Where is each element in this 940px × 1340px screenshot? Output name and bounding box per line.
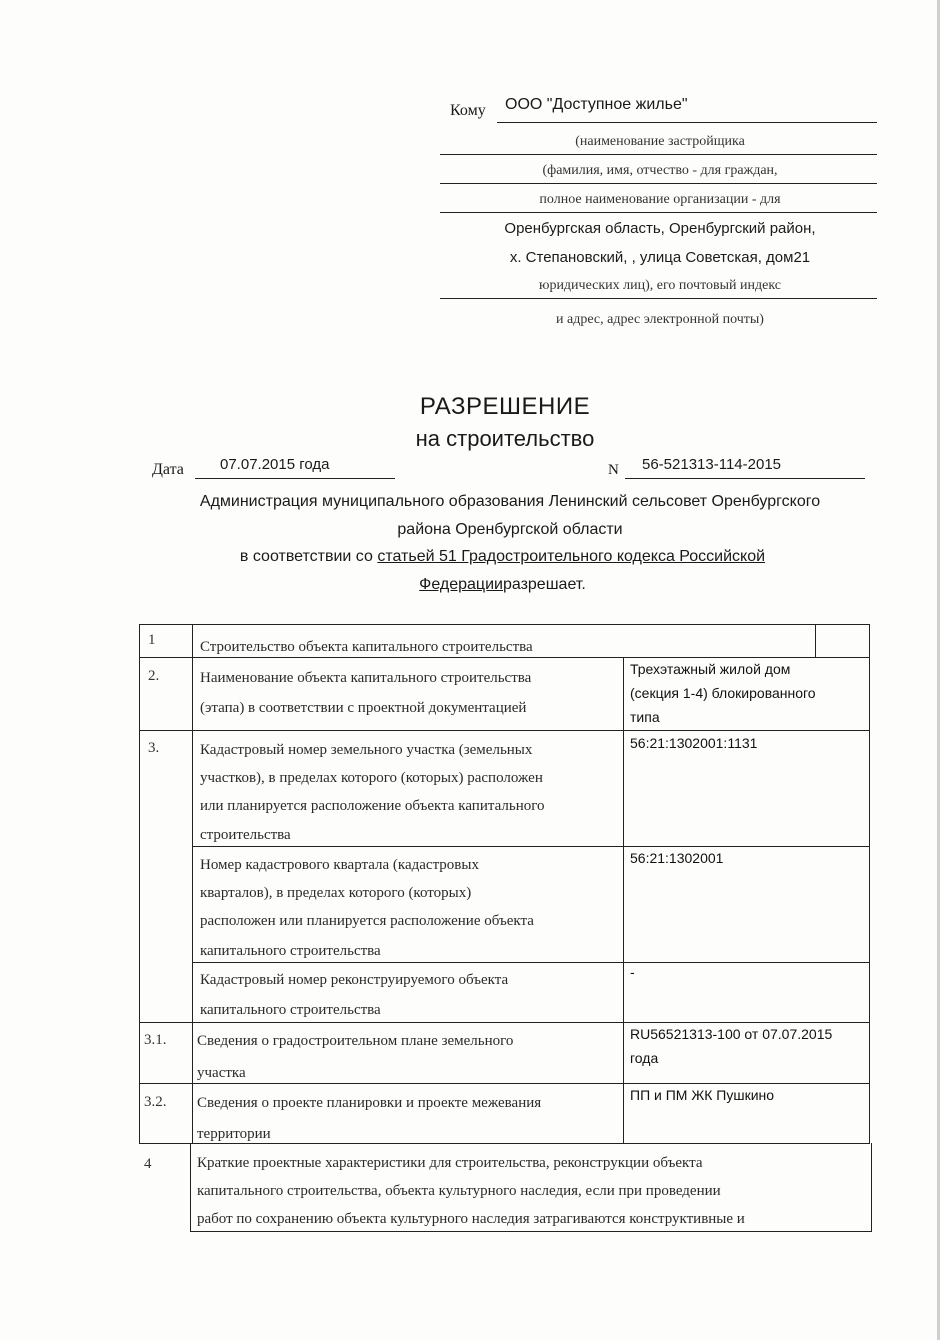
table-col-divider: [192, 624, 193, 1143]
recipient-line-3: [440, 183, 877, 184]
table-border-left: [139, 624, 140, 1143]
recipient-line-5: [440, 298, 877, 299]
recipient-hint-1: (наименование застройщика: [575, 134, 745, 149]
date-value: 07.07.2015 года: [220, 456, 330, 473]
row-text: строительства: [200, 827, 291, 843]
row-number: 2.: [148, 668, 160, 684]
date-label: Дата: [152, 461, 184, 478]
authority-line-2: района Оренбургской области: [397, 521, 623, 538]
row-text: кварталов), в пределах которого (которых): [200, 885, 472, 901]
recipient-hint-4: юридических лиц), его почтовый индекс: [538, 278, 782, 293]
table-col-divider: [623, 657, 624, 1143]
row-text: капитального строительства: [200, 943, 381, 959]
table-col-divider: [815, 624, 816, 657]
legal-basis-line-1: [100, 548, 905, 566]
date-line: [195, 478, 395, 479]
document-title: РАЗРЕШЕНИЕ: [419, 393, 591, 420]
legal-basis-line-2: [100, 576, 905, 594]
row-text: Сведения о градостроительном плане земельного: [197, 1033, 514, 1049]
row-text: капитального строительства: [200, 1002, 381, 1018]
table-col-divider: [190, 1143, 191, 1231]
row-text: или планируется расположение объекта капитального: [200, 798, 545, 814]
recipient-line-4: [440, 212, 877, 213]
row-text: участков), в пределах которого (которых) расположен: [200, 770, 543, 786]
row-text: Краткие проектные характеристики для строительства, реконструкции объекта: [197, 1155, 703, 1171]
row-text: Кадастровый номер земельного участка (земельных: [200, 742, 533, 758]
row-number: 3.1.: [144, 1032, 167, 1048]
row-value: года: [630, 1050, 659, 1066]
row-text: Кадастровый номер реконструируемого объекта: [200, 972, 509, 988]
recipient-label: Кому: [450, 102, 486, 119]
row-text: работ по сохранению объекта культурного наследия затрагиваются конструктивные и: [197, 1211, 745, 1227]
row-value: 56:21:1302001: [630, 850, 724, 866]
recipient-hint-3: полное наименование организации - для: [539, 192, 781, 207]
row-number: 3.2.: [144, 1094, 167, 1110]
row-value: ПП и ПМ ЖК Пушкино: [630, 1087, 775, 1103]
row-number: 3.: [148, 740, 160, 756]
legal-code-link[interactable]: Федерации: [419, 576, 503, 593]
table-border-top: [139, 624, 870, 625]
row-text: Строительство объекта капитального строительства: [200, 639, 533, 655]
row-value: типа: [630, 709, 660, 725]
number-label: N: [608, 462, 619, 478]
row-text: участка: [197, 1065, 246, 1081]
row-value: -: [630, 964, 635, 980]
row-value: 56:21:1302001:1131: [630, 735, 758, 751]
recipient-name: ООО "Доступное жилье": [505, 96, 688, 113]
row-text: территории: [197, 1126, 271, 1142]
table-row-divider: [139, 730, 870, 731]
recipient-line-2: [440, 154, 877, 155]
row-number: 4: [144, 1156, 152, 1172]
row-text: Наименование объекта капитального строительства: [200, 670, 532, 686]
row-text: Сведения о проекте планировки и проекте межевания: [197, 1095, 542, 1111]
row-text: капитального строительства, объекта культурного наследия, если при проведении: [197, 1183, 721, 1199]
table-row-divider: [192, 846, 870, 847]
row-text: Номер кадастрового квартала (кадастровых: [200, 857, 479, 873]
row-text: расположен или планируется расположение объекта: [200, 913, 534, 929]
row-number: 1: [148, 632, 156, 648]
row-text: (этапа) в соответствии с проектной документацией: [200, 700, 527, 716]
recipient-hint-2: (фамилия, имя, отчество - для граждан,: [542, 163, 778, 178]
row-value: Трехэтажный жилой дом: [630, 661, 791, 677]
recipient-address-2: х. Степановский, , улица Советская, дом21: [509, 249, 811, 266]
row-value: (секция 1-4) блокированного: [630, 685, 816, 701]
recipient-address-1: Оренбургская область, Оренбургский район,: [504, 220, 816, 237]
table-border-right: [869, 624, 870, 1143]
row-value: RU56521313-100 от 07.07.2015: [630, 1026, 833, 1042]
number-value: 56-521313-114-2015: [642, 456, 782, 473]
document-subtitle: на строительство: [415, 426, 595, 451]
legal-basis-prefix: в соответствии со: [239, 548, 378, 565]
authority-line-1: Администрация муниципального образования Ленинский сельсовет Оренбургского: [199, 493, 821, 510]
recipient-line-1: [497, 122, 877, 123]
table-border-right: [871, 1143, 872, 1231]
legal-article-link[interactable]: статьей 51 Градостроительного кодекса Российской: [377, 548, 766, 565]
permit-verb: разрешает.: [502, 576, 586, 593]
number-line: [625, 478, 865, 479]
recipient-hint-5: и адрес, адрес электронной почты): [556, 312, 764, 327]
